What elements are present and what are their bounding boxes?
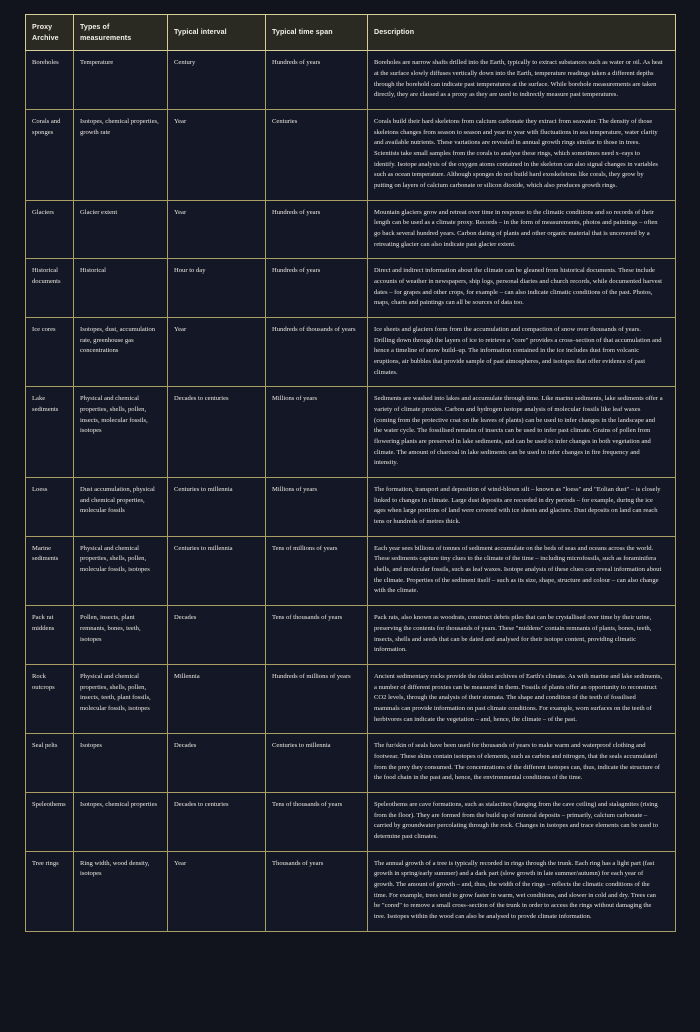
table-cell-measure: Temperature xyxy=(74,51,168,110)
table-cell-measure: Isotopes xyxy=(74,734,168,793)
table-cell-measure: Ring width, wood density, isotopes xyxy=(74,851,168,931)
table-cell-span: Millions of years xyxy=(266,478,368,537)
table-cell-archive: Corals and sponges xyxy=(26,109,74,200)
table-cell-interval: Centuries to millennia xyxy=(168,536,266,605)
table-cell-desc: The formation, transport and deposition of wind-blown silt – known as "loess" and "Eolian dust" – is closely linked to changes in climate. Large dust deposits are recorded in dry periods – for example, during the ice ages when large portions of land were covered with ice sheets and glaciers. Dust deposits on land can reach tens or hundreds of metres thick. xyxy=(368,478,676,537)
table-cell-archive: Seal pelts xyxy=(26,734,74,793)
table-cell-span: Millions of years xyxy=(266,387,368,478)
column-header-typical-time-span: Typical time span xyxy=(266,15,368,51)
table-row xyxy=(26,318,676,387)
table-cell-desc: Boreholes are narrow shafts drilled into the Earth, typically to extract substances such as water or oil. As heat at the surface slowly diffuses vertically down into the Earth, temperature readings taken a different depths through the borehold can indicate past temperatures at the surface. While borehole measurements are taken directly, they are classed as a proxy as they are used to indirectly measure past temperatures. xyxy=(368,51,676,110)
table-cell-measure: Glacier extent xyxy=(74,200,168,259)
table-cell-measure: Pollen, insects, plant remnants, bones, teeth, isotopes xyxy=(74,606,168,665)
table-row xyxy=(26,536,676,605)
table-cell-span: Hundreds of years xyxy=(266,51,368,110)
table-cell-measure: Isotopes, chemical properties, growth rate xyxy=(74,109,168,200)
table-cell-archive: Speleothems xyxy=(26,792,74,851)
table-row xyxy=(26,51,676,110)
table-cell-span: Hundreds of years xyxy=(266,259,368,318)
table-cell-span: Hundreds of years xyxy=(266,200,368,259)
table-cell-interval: Centuries to millennia xyxy=(168,478,266,537)
table-cell-interval: Year xyxy=(168,851,266,931)
proxy-archive-table xyxy=(25,14,676,932)
table-row xyxy=(26,259,676,318)
table-cell-measure: Isotopes, dust, accumulation rate, greenhouse gas concentrations xyxy=(74,318,168,387)
table-body xyxy=(26,51,676,931)
table-header xyxy=(26,15,676,51)
table-cell-interval: Millennia xyxy=(168,664,266,733)
table-cell-archive: Tree rings xyxy=(26,851,74,931)
table-cell-archive: Ice cores xyxy=(26,318,74,387)
table-cell-interval: Decades xyxy=(168,734,266,793)
table-cell-desc: Ice sheets and glaciers form from the accumulation and compaction of snow over thousands of years. Drilling down through the layers of ice to retrieve a "core" provides a cross–section of that accumulation and hence a timeline of snow build–up. The information contained in the ice includes dust from volcanic eruptions, air bubbles that provide sample of past atmospheres, and isotopes that offer evidence of past climates. xyxy=(368,318,676,387)
column-header-proxy-archive-line2: Archive xyxy=(32,33,59,42)
table-cell-interval: Decades xyxy=(168,606,266,665)
table-cell-desc: Speleothems are cave formations, such as stalactites (hanging from the cave ceiling) and stalagmites (rising from the floor). They are formed from the build up of mineral deposits – primarily, calcium carbonate – carried by groundwater percolating through the rock. Changes in isotopes and trace elements can be used to determine past climates. xyxy=(368,792,676,851)
table-cell-measure: Isotopes, chemical properties xyxy=(74,792,168,851)
table-cell-archive: Marine sediments xyxy=(26,536,74,605)
table-cell-archive: Pack rat middens xyxy=(26,606,74,665)
table-cell-archive: Rock outcrops xyxy=(26,664,74,733)
table-cell-span: Thousands of years xyxy=(266,851,368,931)
table-cell-desc: Direct and indirect information about the climate can be gleaned from historical documents. These include accounts of weather in newspapers, ship logs, personal diaries and church records, while documented harvest dates – for grapes and other crops, for example – can also indicate climatic conditions of the past. Photos, maps, charts and paintings can all be sources of data too. xyxy=(368,259,676,318)
table-cell-span: Tens of millions of years xyxy=(266,536,368,605)
table-cell-span: Centuries to millennia xyxy=(266,734,368,793)
table-cell-desc: The fur/skin of seals have been used for thousands of years to make warm and waterproof clothing and footwear. These skins contain isotopes of elements, such as carbon and nitrogen, that the seals accumulated from the prey they consumed. The concentrations of the different isotopes can, thus, indicate the structure of the food chain in the past and, hence, the environmental conditions of the time. xyxy=(368,734,676,793)
column-header-types-of-measurements: Types of measurements xyxy=(74,15,168,51)
column-header-description: Description xyxy=(368,15,676,51)
table-cell-desc: Pack rats, also known as woodrats, construct debris piles that can be crystallised over time by their urine, preserving the contents for thousands of years. These "middens" contain remnants of plants, bones, teeth, insects, shells and seeds that can be dated and analysed for their isotope content, providing climatic information. xyxy=(368,606,676,665)
table-row xyxy=(26,606,676,665)
table-row xyxy=(26,109,676,200)
table-row xyxy=(26,851,676,931)
table-cell-archive: Historical documents xyxy=(26,259,74,318)
table-cell-measure: Dust accumulation, physical and chemical properties, molecular fossils xyxy=(74,478,168,537)
table-cell-interval: Year xyxy=(168,318,266,387)
table-cell-interval: Decades to centuries xyxy=(168,792,266,851)
column-header-proxy-archive xyxy=(26,15,74,51)
table-cell-desc: The annual growth of a tree is typically recorded in rings through the trunk. Each ring has a light part (fast growth in spring/early summer) and a dark part (slow growth in late summer/autumn) for each year of growth. The amount of growth – and, thus, the width of the rings – reflects the climatic conditions of the time. For example, trees tend to grow faster in warm, wet conditions, and slower in cold and dry. Trees can be "cored" to remove a small cross–section of the trunk in order to access the rings without damaging the tree. Isotopes within the wood can also be analysed to provde climate information. xyxy=(368,851,676,931)
column-header-typical-interval: Typical interval xyxy=(168,15,266,51)
table-cell-measure: Physical and chemical properties, shells, pollen, insects, teeth, plant fossils, molecular fossils, isotopes xyxy=(74,664,168,733)
table-cell-archive: Lake sediments xyxy=(26,387,74,478)
table-header-row xyxy=(26,15,676,51)
table-cell-desc: Mountain glaciers grow and retreat over time in response to the climatic conditions and so records of their length can be used as a climate proxy. Records – in the form of measurements, photos and paintings – often go back several hundred years. Carbon dating of plants and other organic material that is uncovered by a retreating glacier can also indicate past glacier extent. xyxy=(368,200,676,259)
table-row xyxy=(26,734,676,793)
table-cell-archive: Loess xyxy=(26,478,74,537)
table-cell-span: Tens of thousands of years xyxy=(266,792,368,851)
table-row xyxy=(26,387,676,478)
table-row xyxy=(26,200,676,259)
table-cell-interval: Hour to day xyxy=(168,259,266,318)
column-header-proxy-archive-line1: Proxy xyxy=(32,23,53,31)
table-cell-measure: Physical and chemical properties, shells, pollen, insects, molecular fossils, isotopes xyxy=(74,387,168,478)
table-cell-measure: Physical and chemical properties, shells, pollen, molecular fossils, isotopes xyxy=(74,536,168,605)
table-cell-desc: Corals build their hard skeletons from calcium carbonate they extract from seawater. The density of those skeletons changes from season to season and year to year with fluctuations in sea temperature, water clarity and available nutrients. These variations are revealed in annual growth rings similar to those in trees. Scientists take small samples from the corals to analyse these rings, which sometimes need x–rays to identify. Isotope analysis of the oxygen atoms contained in the skeleton can also signal changes in variables such as ocean temperature. Although sponges do not build hard exoskeletons like corals, they grow by putting on layers of calcium carbonate or silicon dioxide, which also produces growth rings. xyxy=(368,109,676,200)
table-row xyxy=(26,478,676,537)
table-cell-desc: Ancient sedimentary rocks provide the oldest archives of Earth's climate. As with marine and lake sediments, a number of different proxies can be measured in them. Fossils of plants offer an opportunity to reconstruct CO2 levels, through the analysis of their stomata. The shape and condition of the teeth of fossilised mammals can provide information on past climate conditions. For example, worn surfaces on the teeth of herbivores can indicate the vegetation – and, hence, the climate – of the past. xyxy=(368,664,676,733)
table-cell-span: Hundreds of thousands of years xyxy=(266,318,368,387)
table-cell-measure: Historical xyxy=(74,259,168,318)
table-cell-interval: Year xyxy=(168,109,266,200)
table-cell-span: Tens of thousands of years xyxy=(266,606,368,665)
table-cell-interval: Decades to centuries xyxy=(168,387,266,478)
table-cell-interval: Century xyxy=(168,51,266,110)
table-cell-interval: Year xyxy=(168,200,266,259)
table-cell-span: Centuries xyxy=(266,109,368,200)
table-cell-desc: Sediments are washed into lakes and accumulate through time. Like marine sediments, lake sediments offer a variety of climate proxies. Carbon and hydrogen isotope analysis of molecular fossils like leaf waxes (coming from the protective coat on the leaves of plants) can be used to infer changes in the landscape and the water cycle. The fossilised remains of insects can be used to infer past climate. Grains of pollen from flowering plants are preserved in lake sediments, and can be used to infer changes in both vegetation and climate. The amount of charcoal in lake sediments can be used to infer changes in fire frequency and intensity. xyxy=(368,387,676,478)
table-cell-archive: Boreholes xyxy=(26,51,74,110)
table-row xyxy=(26,664,676,733)
table-row xyxy=(26,792,676,851)
table-cell-archive: Glaciers xyxy=(26,200,74,259)
table-cell-span: Hundreds of millions of years xyxy=(266,664,368,733)
table-cell-desc: Each year sees billions of tonnes of sediment accumulate on the beds of seas and oceans across the world. These sediments capture tiny clues to the climate of the time – including microfossils, such as foraminifera shells, and molecular fossils, such as leaf waxes. Isotope analysis of these clues can reveal information about the climate. Properties of the sediment itself – such as its size, shape, structure and colour – can also change with the climate. xyxy=(368,536,676,605)
